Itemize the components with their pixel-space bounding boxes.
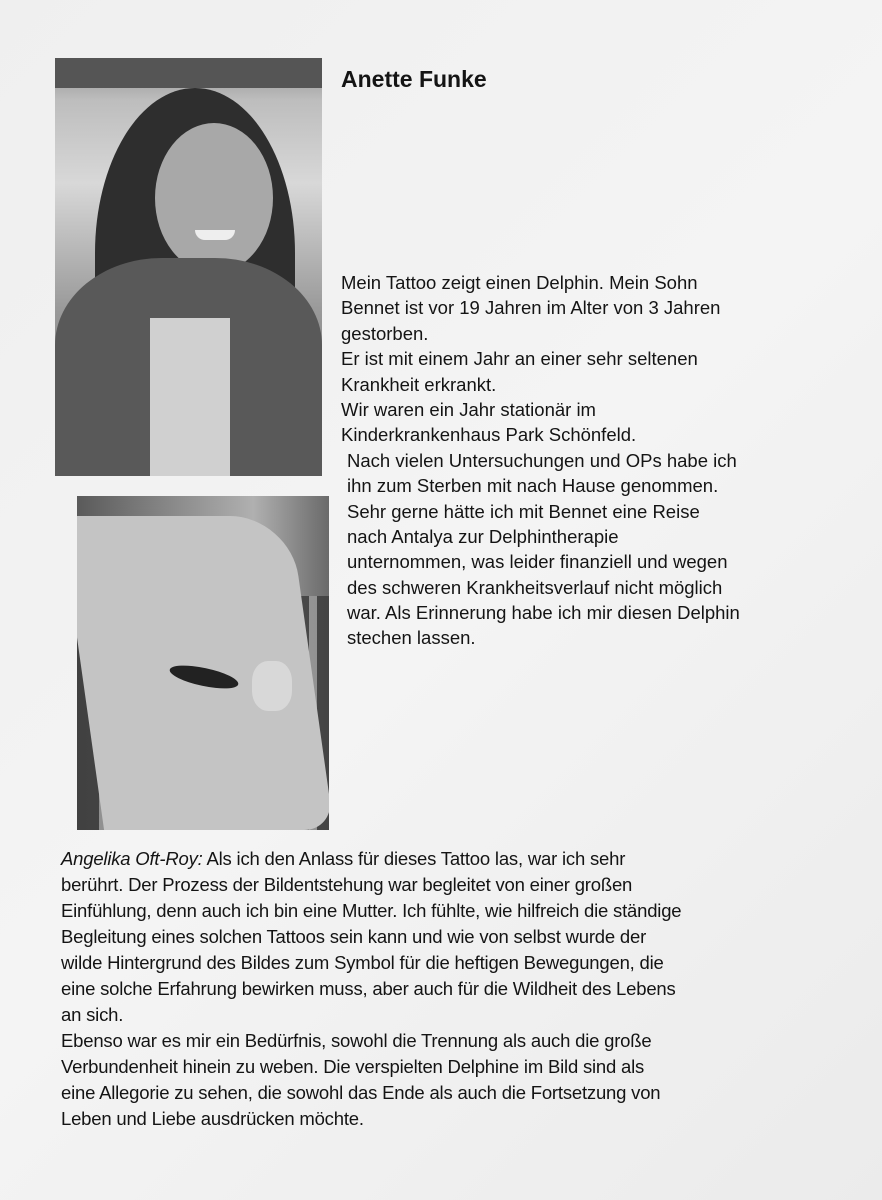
story-line: Nach vielen Untersuchungen und OPs habe ich [347, 449, 737, 471]
story-line: des schweren Krankheitsverlauf nicht möglich [347, 576, 723, 598]
comment-line: Begleitung eines solchen Tattoos sein kann und wie von selbst wurde der [61, 926, 647, 947]
story-line: Mein Tattoo zeigt einen Delphin. Mein Sohn [341, 272, 698, 293]
artist-comment [61, 846, 681, 1132]
comment-line: an sich. [61, 1004, 124, 1025]
dolphin-tattoo-photo [77, 496, 329, 830]
story-line: Bennet ist vor 19 Jahren im Alter von 3 Jahren [341, 297, 721, 319]
comment-line: Einfühlung, denn auch ich bin eine Mutter. Ich fühlte, wie hilfreich die ständige [61, 900, 682, 921]
story-line: Sehr gerne hätte ich mit Bennet eine Reise [347, 500, 700, 522]
page-title: Anette Funke [341, 66, 487, 92]
story-line: Kinderkrankenhaus Park Schönfeld. [341, 424, 637, 446]
comment-line: eine solche Erfahrung bewirken muss, aber auch für die Wildheit des Lebens [61, 978, 676, 999]
comment-line: Ebenso war es mir ein Bedürfnis, sowohl die Trennung als auch die große [61, 1030, 652, 1051]
comment-line: wilde Hintergrund des Bildes zum Symbol für die heftigen Bewegungen, die [61, 952, 664, 973]
portrait-photo [55, 58, 322, 476]
story-line: nach Antalya zur Delphintherapie [347, 525, 619, 547]
story-line: gestorben. [341, 322, 429, 344]
story-line: ihn zum Sterben mit nach Hause genommen. [347, 475, 719, 497]
story-line: unternommen, was leider finanziell und wegen [347, 551, 728, 573]
story-line: Er ist mit einem Jahr an einer sehr seltenen [341, 348, 698, 370]
comment-author: Angelika Oft-Roy: [61, 848, 203, 869]
story-line: stechen lassen. [347, 627, 476, 649]
comment-line: Leben und Liebe ausdrücken möchte. [61, 1108, 364, 1129]
story-text [341, 270, 740, 651]
comment-line: berührt. Der Prozess der Bildentstehung war begleitet von einer großen [61, 874, 633, 895]
comment-line: eine Allegorie zu sehen, die sowohl das Ende als auch die Fortsetzung von [61, 1082, 661, 1103]
comment-first-line: Angelika Oft-Roy: Als ich den Anlass für dieses Tattoo las, war ich sehr [61, 848, 626, 869]
comment-line: Verbundenheit hinein zu weben. Die verspielten Delphine im Bild sind als [61, 1056, 645, 1077]
story-line: Wir waren ein Jahr stationär im [341, 398, 596, 420]
story-line: Krankheit erkrankt. [341, 373, 497, 395]
story-line: war. Als Erinnerung habe ich mir diesen Delphin [347, 602, 740, 624]
